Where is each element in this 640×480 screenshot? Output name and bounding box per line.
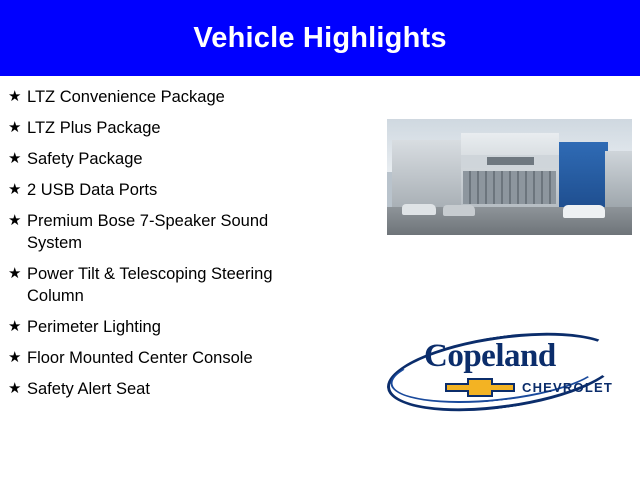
star-icon: ★ bbox=[8, 119, 22, 136]
star-icon: ★ bbox=[8, 88, 22, 105]
photo-building-right bbox=[605, 151, 632, 207]
list-item-label: Perimeter Lighting bbox=[27, 318, 161, 336]
list-item-label: Safety Package bbox=[27, 150, 143, 168]
list-item bbox=[8, 86, 348, 108]
list-item-label: LTZ Convenience Package bbox=[27, 88, 225, 106]
list-item bbox=[8, 210, 348, 254]
page-title: Vehicle Highlights bbox=[193, 21, 447, 54]
slide-header bbox=[0, 0, 640, 76]
list-item bbox=[8, 148, 348, 170]
chevrolet-bowtie-icon bbox=[444, 378, 516, 397]
list-item bbox=[8, 347, 348, 369]
star-icon: ★ bbox=[8, 212, 22, 229]
dealership-photo bbox=[387, 119, 632, 235]
list-item-label: 2 USB Data Ports bbox=[27, 181, 158, 199]
photo-dealer-sign bbox=[487, 157, 534, 165]
list-item bbox=[8, 316, 348, 338]
logo-brand-label: Copeland bbox=[424, 338, 556, 374]
list-item-label: Premium Bose 7-Speaker Sound System bbox=[27, 212, 269, 252]
star-icon: ★ bbox=[8, 349, 22, 366]
star-icon: ★ bbox=[8, 181, 22, 198]
photo-car bbox=[402, 204, 436, 216]
list-item-label: Floor Mounted Center Console bbox=[27, 349, 253, 367]
list-item-label: Power Tilt & Telescoping Steering Column bbox=[27, 265, 273, 305]
star-icon: ★ bbox=[8, 318, 22, 335]
star-icon: ★ bbox=[8, 150, 22, 167]
list-item bbox=[8, 263, 348, 307]
copeland-chevrolet-logo bbox=[386, 332, 614, 408]
list-item-label: LTZ Plus Package bbox=[27, 119, 161, 137]
photo-building-blue bbox=[559, 142, 608, 207]
logo-subbrand-label: CHEVROLET bbox=[522, 380, 613, 395]
photo-car bbox=[443, 205, 475, 217]
vehicle-highlights-list bbox=[8, 86, 348, 409]
slide-content bbox=[0, 76, 640, 480]
photo-building-left bbox=[392, 140, 466, 207]
star-icon: ★ bbox=[8, 265, 22, 282]
list-item-label: Safety Alert Seat bbox=[27, 380, 150, 398]
photo-showroom-glass bbox=[463, 171, 556, 203]
list-item bbox=[8, 378, 348, 400]
photo-car bbox=[563, 205, 605, 218]
star-icon: ★ bbox=[8, 380, 22, 397]
list-item bbox=[8, 117, 348, 139]
list-item bbox=[8, 179, 348, 201]
